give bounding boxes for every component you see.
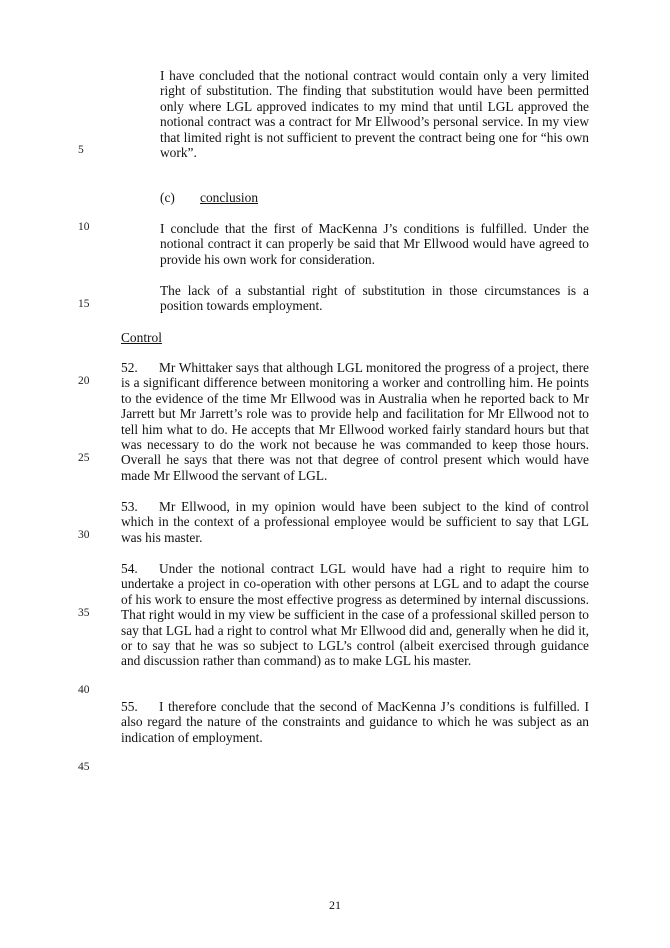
line-number-5: 5 bbox=[78, 144, 84, 156]
line-number-30: 30 bbox=[78, 529, 90, 541]
line-number-20: 20 bbox=[78, 375, 90, 387]
line-number-40: 40 bbox=[78, 684, 90, 696]
paragraph-52-text: Mr Whittaker says that although LGL monitored the progress of a project, there is a significant difference between monitoring a worker and controlling him. He points to the evidence of the time Mr Ellwood was in Australia when he reported back to Mr Jarrett but Mr Jarrett’s role was to provide help and facilitation for Mr Ellwood not to tell him what to do. He accepts that Mr Ellwood worked fairly standard hours but that was necessary to do the work not because he was commanded to keep those hours. Overall he says that there was not that degree of control present which would have made Mr Ellwood the servant of LGL. bbox=[121, 360, 589, 483]
paragraph-55 bbox=[121, 699, 589, 745]
line-number-10: 10 bbox=[78, 221, 90, 233]
paragraph-number-53: 53. bbox=[121, 499, 138, 514]
paragraph-lack-of-substitution: The lack of a substantial right of substitution in those circumstances is a position towards employment. bbox=[160, 283, 589, 314]
paragraph-53 bbox=[121, 499, 589, 545]
line-number-15: 15 bbox=[78, 298, 90, 310]
subheading-label: (c) bbox=[160, 190, 175, 205]
paragraph-substitution-conclusion: I have concluded that the notional contract would contain only a very limited right of substitution. The finding that substitution would have been permitted only where LGL approved indicates to my mind that until LGL approved the notional contract was a contract for Mr Ellwood’s personal service. In my view that limited right is not sufficient to prevent the contract being one for “his own work”. bbox=[160, 68, 589, 161]
paragraph-number-52: 52. bbox=[121, 360, 138, 375]
section-heading-control: Control bbox=[121, 330, 162, 345]
page-number: 21 bbox=[329, 898, 341, 912]
paragraph-54 bbox=[121, 561, 589, 669]
subheading-text: conclusion bbox=[200, 190, 259, 205]
paragraph-53-text: Mr Ellwood, in my opinion would have been subject to the kind of control which in the context of a professional employee would be sufficient to say that LGL was his master. bbox=[121, 499, 589, 545]
paragraph-number-55: 55. bbox=[121, 699, 138, 714]
paragraph-55-text: I therefore conclude that the second of MacKenna J’s conditions is fulfilled. I also regard the nature of the constraints and guidance to which he was subject as an indication of employment. bbox=[121, 699, 589, 745]
line-number-45: 45 bbox=[78, 761, 90, 773]
line-number-35: 35 bbox=[78, 607, 90, 619]
subheading bbox=[160, 190, 589, 205]
line-number-25: 25 bbox=[78, 452, 90, 464]
paragraph-54-text: Under the notional contract LGL would have had a right to require him to undertake a project in co-operation with other persons at LGL and to adapt the course of his work to ensure the most effective progress as determined by internal discussions. That right would in my view be sufficient in the case of a professional skilled person to say that LGL had a right to control what Mr Ellwood did and, generally when he did it, or to say that he was so subject to LGL’s control (albeit exercised through guidance and discussion rather than command) as to make LGL his master. bbox=[121, 561, 589, 669]
paragraph-52 bbox=[121, 360, 589, 483]
paragraph-number-54: 54. bbox=[121, 561, 138, 576]
paragraph-first-condition: I conclude that the first of MacKenna J’s conditions is fulfilled. Under the notional contract it can properly be said that Mr Ellwood would have agreed to provide his own work for consideration. bbox=[160, 221, 589, 267]
